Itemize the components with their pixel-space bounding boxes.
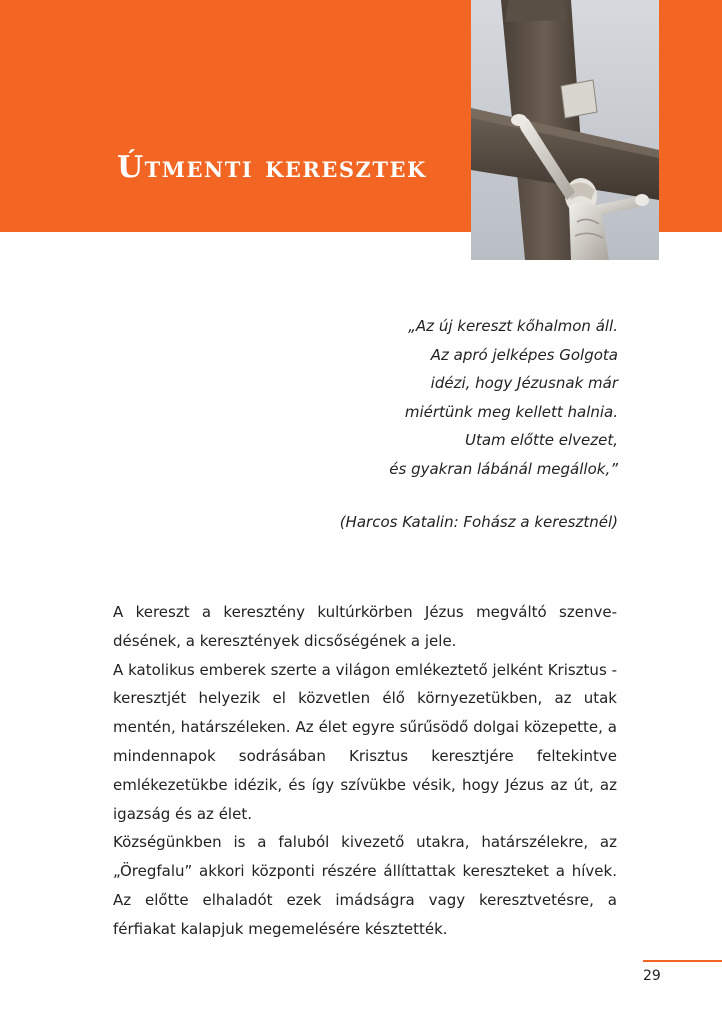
quote-line: „Az új kereszt kőhalmon áll. xyxy=(408,317,618,335)
quote-source: (Harcos Katalin: Fohász a keresztnél) xyxy=(339,513,618,531)
epigraph-quote xyxy=(198,312,618,484)
body-paragraph: Községünkben is a faluból kivezető utakra, határszélekre, az „Öregfalu” akkori központi részére állíttattak kereszteket a hívek. Az előtte elhaladót ezek imádságra vagy keresztvetésre, a férfiakat kalapjuk megemelésére késztették. xyxy=(113,833,617,938)
footer-rule xyxy=(643,960,722,962)
crucifix-photo xyxy=(471,0,659,260)
body-paragraph: A kereszt a keresztény kultúrkörben Jézus megváltó szenvedésének, a keresztények dicsőségének a jele. xyxy=(113,603,617,650)
chapter-title: Útmenti keresztek xyxy=(117,150,427,185)
body-paragraph: A katolikus emberek szerte a világon emlékeztető jelként Krisztus - keresztjét helyezik el közvetlen élő környezetükben, az utak mentén, határszéleken. Az élet egyre sűrűsödő dolgai közepette, a mindennapok sodrásában Krisztus keresztjére feltekintve emlékezetükbe idézik, és így szívükbe vésik, hogy Jézus az út, az igazság és az élet. xyxy=(113,660,617,823)
page-number: 29 xyxy=(643,968,661,984)
quote-line: és gyakran lábánál megállok,” xyxy=(389,459,618,478)
quote-line: idézi, hogy Jézusnak már xyxy=(430,374,618,393)
crucifix-illustration xyxy=(471,0,659,260)
quote-line: Az apró jelképes Golgota xyxy=(430,345,618,364)
body-text xyxy=(113,598,617,944)
quote-line: Utam előtte elvezet, xyxy=(464,431,618,450)
quote-line: miértünk meg kellett halnia. xyxy=(404,402,618,421)
